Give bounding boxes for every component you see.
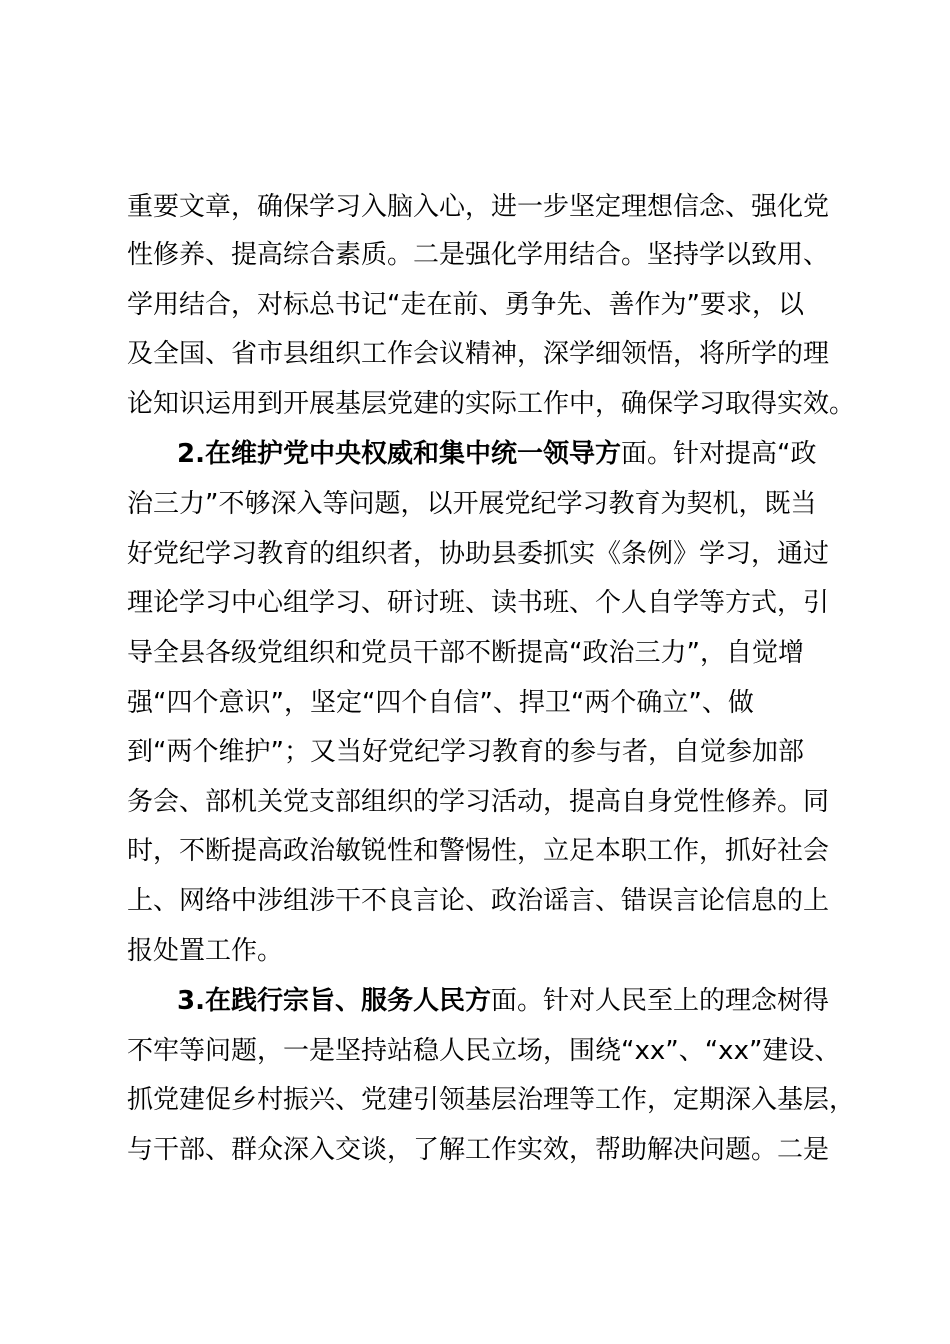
- paragraph-line: 性修养、提高综合素质。二是强化学用结合。坚持学以致用、: [127, 240, 830, 270]
- section-heading-bold: 3.在践行宗旨、服务人民方: [177, 986, 491, 1016]
- paragraph-line: 导全县各级党组织和党员干部不断提高“政治三力”，自觉增: [127, 638, 804, 668]
- paragraph-line: 不牢等问题，一是坚持站稳人民立场，围绕“xx”、“xx”建设、: [127, 1036, 841, 1066]
- paragraph-line: 时，不断提高政治敏锐性和警惕性，立足本职工作，抓好社会: [127, 836, 830, 866]
- paragraph-line: 治三力”不够深入等问题，以开展党纪学习教育为契机，既当: [127, 489, 817, 519]
- section-heading-rest: 面。针对人民至上的理念树得: [490, 986, 829, 1016]
- paragraph-line: 重要文章，确保学习入脑入心，进一步坚定理想信念、强化党: [127, 192, 830, 222]
- paragraph-line: 与干部、群众深入交谈，了解工作实效，帮助解决问题。二是: [127, 1135, 830, 1165]
- section-heading-3: [177, 984, 829, 1018]
- section-heading-2: [177, 437, 816, 471]
- paragraph-line: 务会、部机关党支部组织的学习活动，提高自身党性修养。同: [127, 787, 830, 817]
- section-heading-rest: 面。针对提高“政: [620, 439, 817, 469]
- paragraph-line: 上、网络中涉组涉干不良言论、政治谣言、错误言论信息的上: [127, 886, 830, 916]
- paragraph-line: 学用结合，对标总书记“走在前、勇争先、善作为”要求，以: [127, 290, 804, 320]
- paragraph-line: 好党纪学习教育的组织者，协助县委抓实《条例》学习，通过: [127, 539, 830, 569]
- section-heading-bold: 2.在维护党中央权威和集中统一领导方: [177, 439, 621, 469]
- paragraph-line: 抓党建促乡村振兴、党建引领基层治理等工作，定期深入基层，: [127, 1085, 856, 1115]
- paragraph-line: 及全国、省市县组织工作会议精神，深学细领悟，将所学的理: [127, 339, 830, 369]
- paragraph-line: 到“两个维护”；又当好党纪学习教育的参与者，自觉参加部: [127, 737, 804, 767]
- paragraph-line: 强“四个意识”，坚定“四个自信”、捍卫“两个确立”、做: [127, 688, 754, 718]
- paragraph-line: 报处置工作。: [127, 936, 284, 966]
- paragraph-line: 理论学习中心组学习、研讨班、读书班、个人自学等方式，引: [127, 588, 830, 618]
- paragraph-line: 论知识运用到开展基层党建的实际工作中，确保学习取得实效。: [127, 389, 856, 419]
